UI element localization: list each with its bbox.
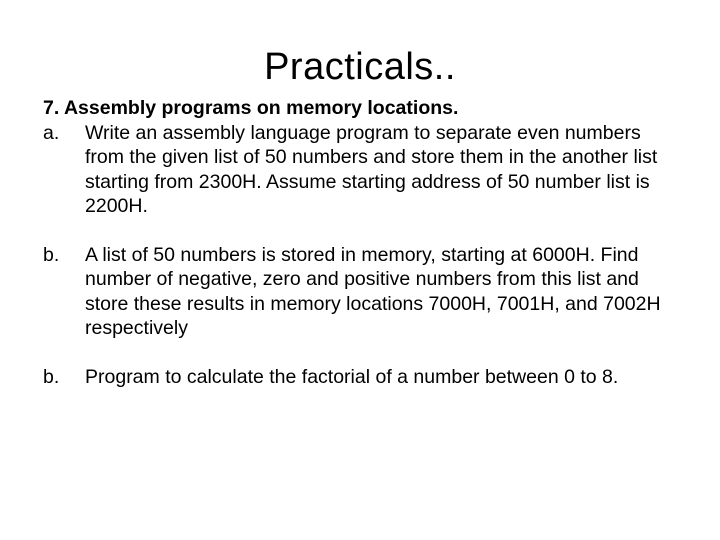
- slide-title: Practicals..: [264, 46, 456, 88]
- list-item-text: Write an assembly language program to separate even numbers from the given list of 50 numbers and store them in the another list starting from 2300H. Assume starting address of 50 number list is 2200H.: [85, 121, 658, 217]
- list-marker: b.: [43, 365, 60, 388]
- list-item-text: Program to calculate the factorial of a number between 0 to 8.: [85, 365, 619, 388]
- list-item-a: [43, 121, 683, 219]
- list-item-text: A list of 50 numbers is stored in memory, starting at 6000H. Find number of negative, zero and positive numbers from this list and store these results in memory locations 7000H, 7001H, and 7002H respectively: [85, 243, 661, 339]
- list-item-b: [43, 243, 683, 341]
- section-heading: 7. Assembly programs on memory locations.: [43, 97, 459, 119]
- list-item-c: [43, 365, 683, 390]
- list-marker: b.: [43, 243, 60, 266]
- list-marker: a.: [43, 121, 60, 144]
- slide-content: [43, 96, 683, 389]
